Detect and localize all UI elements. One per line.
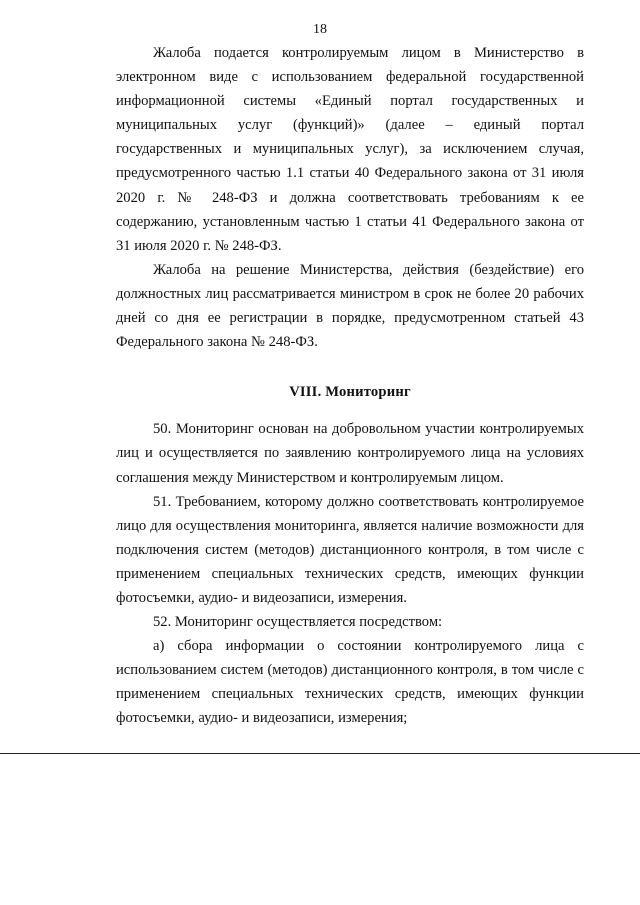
- paragraph-50: 50. Мониторинг основан на добровольном участии контролируемых лиц и осуществляется по заявлению контролируемого лица на условиях соглашения между Министерством и контролируемым лицом.: [116, 421, 584, 486]
- paragraph-52a: а) сбора информации о состоянии контролируемого лица с использованием систем (методов) дистанционного контроля, в том числе с применением специальных технических средств, имеющих функции фотосъемки, аудио- и видеозаписи, измерения;: [116, 638, 584, 727]
- section-heading: VIII. Мониторинг: [289, 384, 411, 401]
- page-number: 18: [313, 22, 327, 37]
- paragraph-complaint-submission: Жалоба подается контролируемым лицом в Министерство в электронном виде с использованием федеральной государственной информационной системы «Единый портал государственных и муниципальных услуг (функций)» (далее – единый портал государственных и муниципальных услуг), за исключением случая, предусмотренного частью 1.1 статьи 40 Федерального закона от 31 июля 2020 г. № 248-ФЗ и должна соответствовать требованиям к ее содержанию, установленным частью 1 статьи 41 Федерального закона от 31 июля 2020 г. № 248-ФЗ.: [116, 45, 584, 254]
- paragraph-51: 51. Требованием, которому должно соответствовать контролируемое лицо для осуществления мониторинга, является наличие возможности для подключения систем (методов) дистанционного контроля, в том числе с применением специальных технических средств, имеющих функции фотосъемки, аудио- и видеозаписи, измерения.: [116, 493, 584, 606]
- document-body: [116, 41, 584, 731]
- paragraph-52: 52. Мониторинг осуществляется посредством:: [153, 614, 443, 631]
- paragraph-complaint-review: Жалоба на решение Министерства, действия (бездействие) его должностных лиц рассматривается министром в срок не более 20 рабочих дней со дня ее регистрации в порядке, предусмотренном статьей 43 Федерального закона № 248-ФЗ.: [116, 261, 584, 351]
- page-divider-line: [0, 753, 640, 754]
